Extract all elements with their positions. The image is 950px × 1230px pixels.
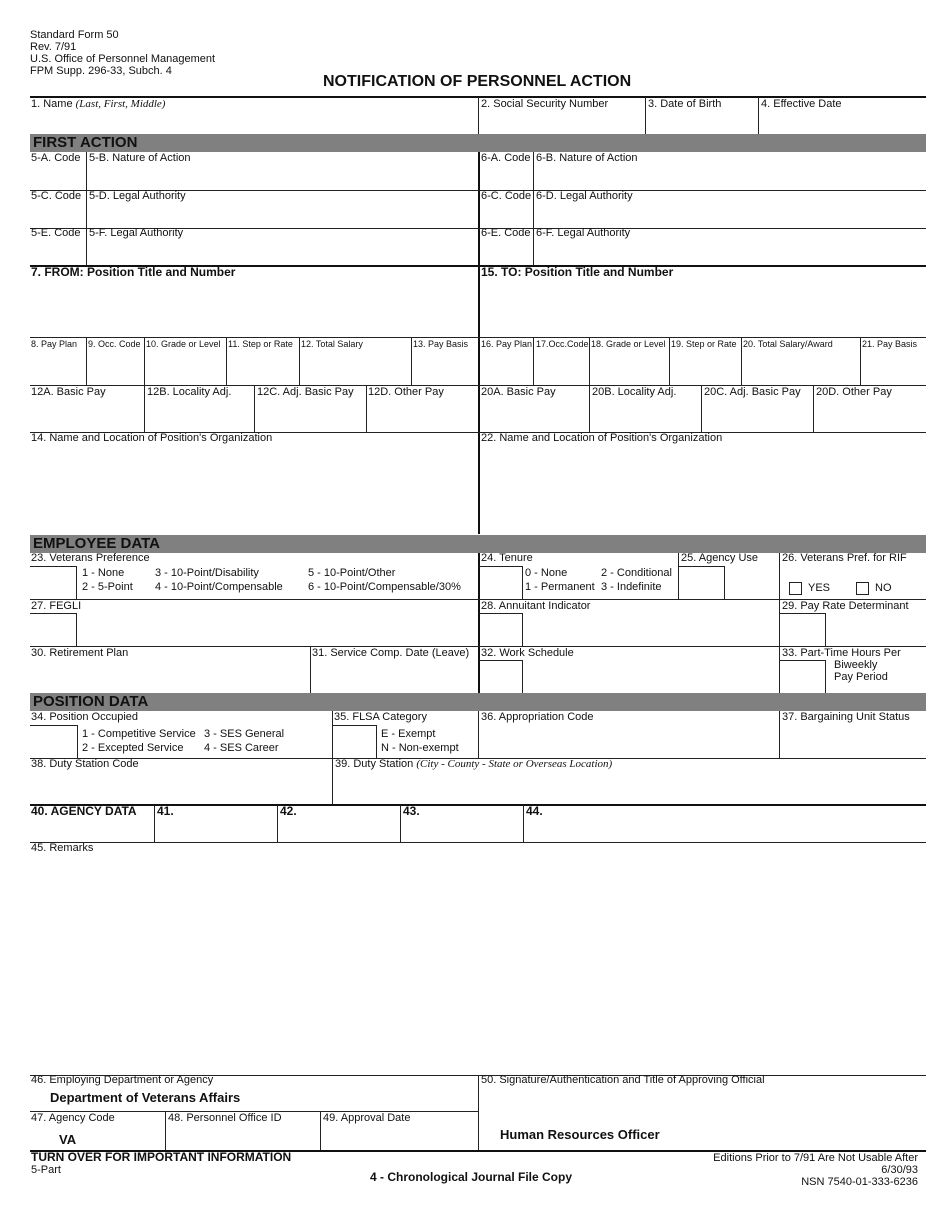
scd-label: 31. Service Comp. Date (Leave) xyxy=(312,647,470,659)
divider xyxy=(320,1111,321,1150)
divider xyxy=(144,337,145,385)
tenure-opt-3: 3 - Indefinite xyxy=(601,581,662,593)
pay-plan-16-label: 16. Pay Plan xyxy=(481,339,533,349)
divider xyxy=(478,711,479,758)
divider xyxy=(165,1111,166,1150)
pt-hours-pay-period: Pay Period xyxy=(834,671,888,683)
annuitant-label: 28. Annuitant Indicator xyxy=(481,600,591,612)
pay-basis-13-label: 13. Pay Basis xyxy=(413,339,469,349)
divider xyxy=(589,337,590,385)
employing-dept-value: Department of Veterans Affairs xyxy=(50,1090,241,1105)
agency-41-label: 41. xyxy=(157,804,174,818)
occ-opt-1: 1 - Competitive Service xyxy=(82,728,196,740)
divider xyxy=(86,337,87,385)
divider xyxy=(299,337,300,385)
to-position-field[interactable] xyxy=(481,282,925,336)
authority-6f-label: 6-F. Legal Authority xyxy=(536,227,631,239)
divider xyxy=(478,1075,479,1150)
code-5e-label: 5-E. Code xyxy=(31,227,81,239)
divider xyxy=(479,566,523,567)
adj-basic-20c-label: 20C. Adj. Basic Pay xyxy=(704,386,801,398)
divider xyxy=(779,553,780,599)
basic-pay-12a-label: 12A. Basic Pay xyxy=(31,386,106,398)
personnel-office-label: 48. Personnel Office ID xyxy=(168,1112,282,1124)
vet-opt-5: 5 - 10-Point/Other xyxy=(308,567,396,579)
occ-opt-2: 2 - Excepted Service xyxy=(82,742,184,754)
basic-pay-20a-label: 20A. Basic Pay xyxy=(481,386,556,398)
divider xyxy=(523,805,524,842)
vet-pref-label: 23. Veterans Preference xyxy=(31,552,150,564)
divider xyxy=(779,660,825,661)
from-org-field[interactable] xyxy=(30,446,476,532)
pay-basis-21-label: 21. Pay Basis xyxy=(862,339,918,349)
bargaining-label: 37. Bargaining Unit Status xyxy=(782,711,910,723)
name-field-label: 1. Name (Last, First, Middle) xyxy=(31,98,166,110)
divider xyxy=(825,660,826,693)
to-org-label: 22. Name and Location of Position's Organization xyxy=(481,432,723,444)
divider xyxy=(522,566,523,599)
agency-42-label: 42. xyxy=(280,804,297,818)
code-5c-label: 5-C. Code xyxy=(31,190,82,202)
divider xyxy=(779,646,780,693)
effective-date-label: 4. Effective Date xyxy=(761,98,842,110)
employing-dept-label: 46. Employing Department or Agency xyxy=(31,1074,214,1086)
divider xyxy=(144,385,145,432)
locality-20b-label: 20B. Locality Adj. xyxy=(592,386,677,398)
from-position-label: 7. FROM: Position Title and Number xyxy=(31,265,236,279)
divider xyxy=(400,805,401,842)
divider xyxy=(154,805,155,842)
first-action-header: FIRST ACTION xyxy=(30,134,926,152)
other-pay-12d-label: 12D. Other Pay xyxy=(368,386,444,398)
copy-label: 4 - Chronological Journal File Copy xyxy=(370,1170,573,1184)
center-divider xyxy=(478,553,480,693)
vet-opt-1: 1 - None xyxy=(82,567,125,579)
divider xyxy=(813,385,814,432)
divider xyxy=(479,660,523,661)
flsa-opt-e: E - Exempt xyxy=(381,728,436,740)
occ-code-9-label: 9. Occ. Code xyxy=(88,339,141,349)
grade-10-label: 10. Grade or Level xyxy=(146,339,221,349)
center-divider xyxy=(478,152,480,534)
remarks-label: 45. Remarks xyxy=(31,842,94,854)
divider xyxy=(860,337,861,385)
divider xyxy=(522,660,523,693)
divider xyxy=(741,337,742,385)
from-org-label: 14. Name and Location of Position's Organization xyxy=(31,432,273,444)
vet-rif-no-label: NO xyxy=(875,582,892,594)
locality-12b-label: 12B. Locality Adj. xyxy=(147,386,232,398)
form-number: Standard Form 50 xyxy=(30,29,119,41)
occ-opt-3: 3 - SES General xyxy=(204,728,285,740)
divider xyxy=(533,337,534,385)
editions-date: 6/30/93 xyxy=(881,1164,918,1176)
agency-44-label: 44. xyxy=(526,804,543,818)
divider xyxy=(779,613,825,614)
to-org-field[interactable] xyxy=(481,446,925,532)
divider xyxy=(678,553,679,599)
tenure-opt-1: 1 - Permanent xyxy=(525,581,595,593)
code-5a-label: 5-A. Code xyxy=(31,152,81,164)
nature-6b-label: 6-B. Nature of Action xyxy=(536,152,638,164)
other-pay-20d-label: 20D. Other Pay xyxy=(816,386,892,398)
editions-notice: Editions Prior to 7/91 Are Not Usable After xyxy=(713,1152,918,1164)
divider xyxy=(86,152,87,265)
signature-title-value: Human Resources Officer xyxy=(500,1127,660,1142)
divider xyxy=(226,337,227,385)
pt-hours-biweekly: Biweekly xyxy=(834,659,878,671)
vet-rif-yes-checkbox[interactable] xyxy=(789,582,802,595)
retirement-label: 30. Retirement Plan xyxy=(31,647,129,659)
divider xyxy=(724,566,725,599)
authority-5d-label: 5-D. Legal Authority xyxy=(89,190,186,202)
divider xyxy=(366,385,367,432)
fegli-label: 27. FEGLI xyxy=(31,600,82,612)
effective-date-field[interactable] xyxy=(760,110,925,134)
agency-code-value: VA xyxy=(59,1132,77,1147)
code-6a-label: 6-A. Code xyxy=(481,152,531,164)
form-supplement: FPM Supp. 296-33, Subch. 4 xyxy=(30,65,172,77)
divider xyxy=(533,152,534,265)
divider xyxy=(310,646,311,693)
divider xyxy=(779,711,780,758)
occ-code-17-label: 17.Occ.Code xyxy=(536,339,589,349)
pay-plan-8-label: 8. Pay Plan xyxy=(31,339,78,349)
ssn-field[interactable] xyxy=(480,110,645,134)
divider xyxy=(522,613,523,646)
vet-opt-2: 2 - 5-Point xyxy=(82,581,133,593)
agency-43-label: 43. xyxy=(403,804,420,818)
form-revision: Rev. 7/91 xyxy=(30,41,77,53)
signature-label: 50. Signature/Authentication and Title of Approving Official xyxy=(481,1074,765,1086)
divider xyxy=(30,566,77,567)
step-19-label: 19. Step or Rate xyxy=(671,339,737,349)
divider xyxy=(678,566,724,567)
nsn-number: NSN 7540-01-333-6236 xyxy=(801,1176,918,1188)
total-salary-20-label: 20. Total Salary/Award xyxy=(743,339,833,349)
duty-code-label: 38. Duty Station Code xyxy=(31,758,139,770)
vet-opt-3: 3 - 10-Point/Disability xyxy=(155,567,259,579)
pay-rate-label: 29. Pay Rate Determinant xyxy=(782,600,909,612)
nature-5b-label: 5-B. Nature of Action xyxy=(89,152,191,164)
part-label: 5-Part xyxy=(31,1164,61,1176)
divider xyxy=(333,725,377,726)
employee-data-header: EMPLOYEE DATA xyxy=(30,535,926,553)
approval-date-label: 49. Approval Date xyxy=(323,1112,411,1124)
name-field[interactable] xyxy=(30,110,478,134)
ssn-field-label: 2. Social Security Number xyxy=(481,98,609,110)
adj-basic-12c-label: 12C. Adj. Basic Pay xyxy=(257,386,354,398)
divider xyxy=(758,97,759,134)
position-data-header: POSITION DATA xyxy=(30,693,926,711)
tenure-label: 24. Tenure xyxy=(481,552,533,564)
divider xyxy=(76,566,77,599)
divider xyxy=(376,725,377,758)
page-title: NOTIFICATION OF PERSONNEL ACTION xyxy=(323,73,632,90)
turn-over-notice: TURN OVER FOR IMPORTANT INFORMATION xyxy=(31,1150,292,1164)
authority-5f-label: 5-F. Legal Authority xyxy=(89,227,184,239)
agency-code-label: 47. Agency Code xyxy=(31,1112,115,1124)
code-6e-label: 6-E. Code xyxy=(481,227,531,239)
form-agency: U.S. Office of Personnel Management xyxy=(30,53,216,65)
divider xyxy=(254,385,255,432)
position-occupied-label: 34. Position Occupied xyxy=(31,711,139,723)
tenure-opt-0: 0 - None xyxy=(525,567,568,579)
approp-code-label: 36. Appropriation Code xyxy=(481,711,594,723)
vet-rif-yes-label: YES xyxy=(808,582,831,594)
total-salary-12-label: 12. Total Salary xyxy=(301,339,363,349)
divider xyxy=(76,613,77,646)
agency-data-label: 40. AGENCY DATA xyxy=(31,804,137,818)
to-position-label: 15. TO: Position Title and Number xyxy=(481,265,674,279)
flsa-opt-n: N - Non-exempt xyxy=(381,742,459,754)
vet-rif-no-checkbox[interactable] xyxy=(856,582,869,595)
divider xyxy=(30,725,77,726)
pt-hours-label: 33. Part-Time Hours Per xyxy=(782,647,901,659)
divider xyxy=(411,337,412,385)
duty-station-label: 39. Duty Station (City - County - State or Overseas Location) xyxy=(335,758,613,770)
step-11-label: 11. Step or Rate xyxy=(228,339,293,349)
authority-6d-label: 6-D. Legal Authority xyxy=(536,190,633,202)
remarks-field[interactable] xyxy=(30,856,926,1071)
grade-18-label: 18. Grade or Level xyxy=(591,339,666,349)
code-6c-label: 6-C. Code xyxy=(481,190,532,202)
vet-opt-6: 6 - 10-Point/Compensable/30% xyxy=(308,581,461,593)
divider xyxy=(30,842,926,843)
dob-field-label: 3. Date of Birth xyxy=(648,98,722,110)
flsa-label: 35. FLSA Category xyxy=(334,711,427,723)
divider xyxy=(825,613,826,646)
divider xyxy=(77,725,78,758)
dob-field[interactable] xyxy=(647,110,757,134)
work-schedule-label: 32. Work Schedule xyxy=(481,647,574,659)
divider xyxy=(645,97,646,134)
tenure-opt-2: 2 - Conditional xyxy=(601,567,672,579)
divider xyxy=(701,385,702,432)
divider xyxy=(589,385,590,432)
vet-rif-label: 26. Veterans Pref. for RIF xyxy=(782,552,907,564)
divider xyxy=(478,97,479,134)
vet-opt-4: 4 - 10-Point/Compensable xyxy=(155,581,283,593)
divider xyxy=(277,805,278,842)
occ-opt-4: 4 - SES Career xyxy=(204,742,279,754)
divider xyxy=(479,613,523,614)
agency-use-label: 25. Agency Use xyxy=(681,552,759,564)
divider xyxy=(669,337,670,385)
from-position-field[interactable] xyxy=(30,282,476,336)
divider xyxy=(779,599,780,646)
divider xyxy=(30,613,76,614)
